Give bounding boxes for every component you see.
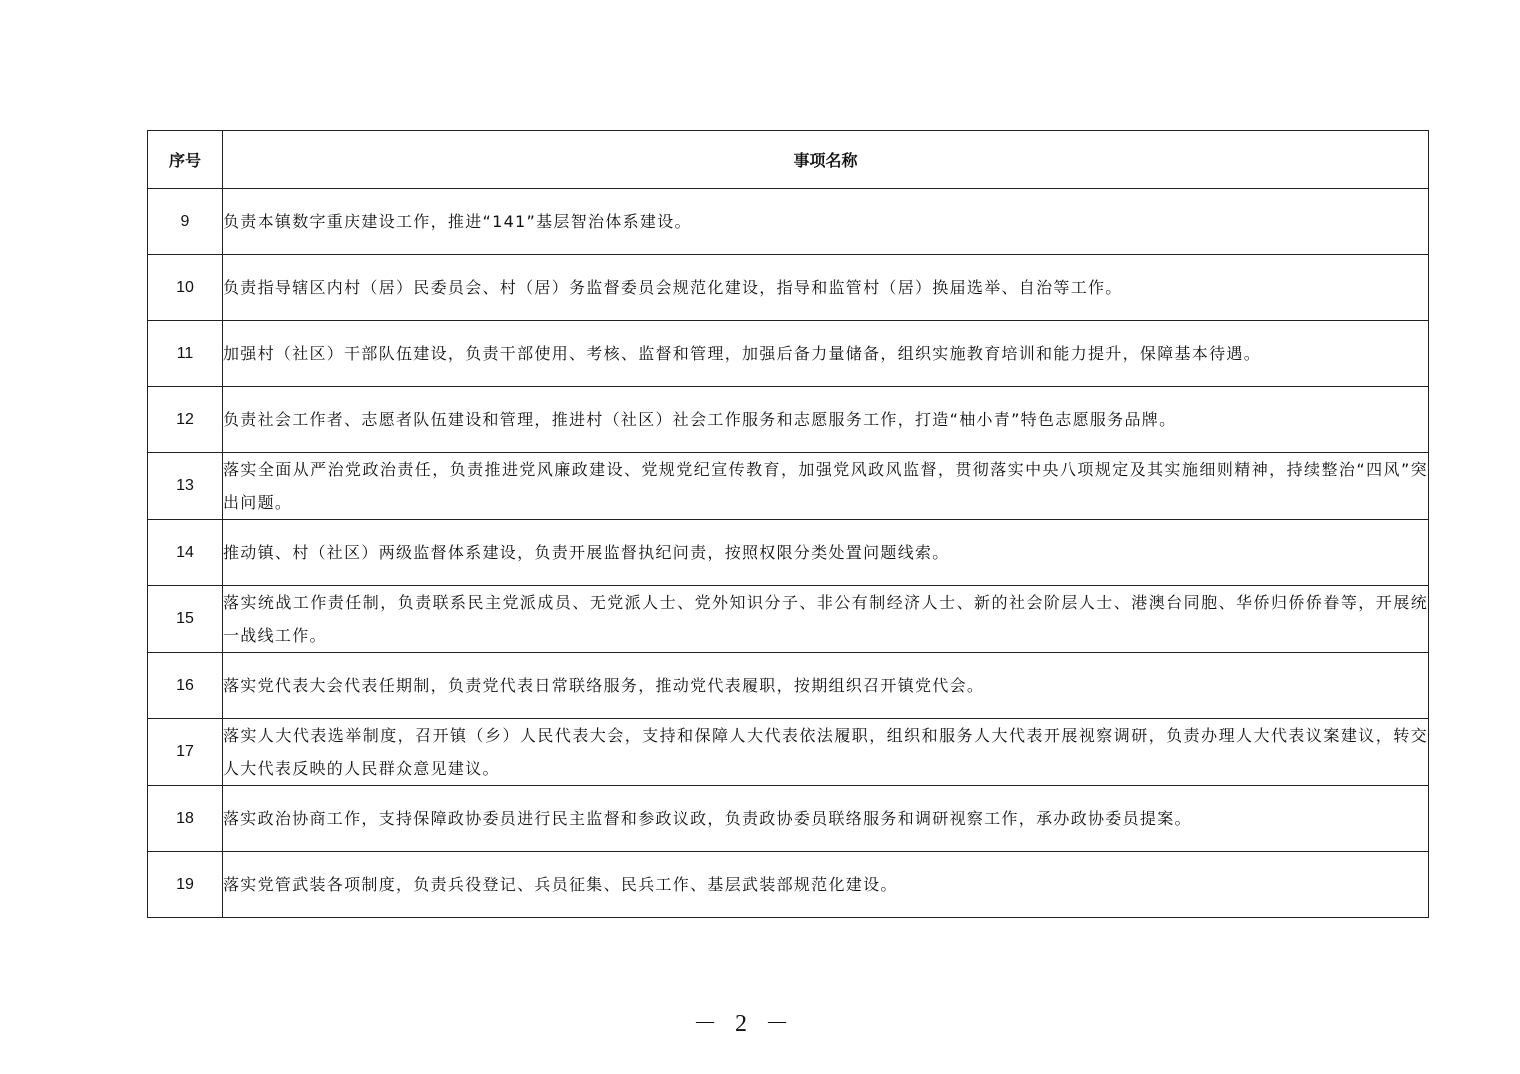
row-number: 11 [148,321,223,387]
table-row [148,786,1429,852]
row-number: 14 [148,520,223,586]
table-row [148,586,1429,653]
table-row [148,520,1429,586]
table-row [148,189,1429,255]
header-serial-number: 序号 [148,131,223,189]
row-number: 10 [148,255,223,321]
row-number: 16 [148,653,223,719]
row-item-name: 落实党代表大会代表任期制，负责党代表日常联络服务，推动党代表履职，按期组织召开镇党代会。 [223,653,1429,719]
row-number: 12 [148,387,223,453]
table-row [148,653,1429,719]
row-item-name: 加强村（社区）干部队伍建设，负责干部使用、考核、监督和管理，加强后备力量储备，组织实施教育培训和能力提升，保障基本待遇。 [223,321,1429,387]
row-item-name: 负责本镇数字重庆建设工作，推进“141”基层智治体系建设。 [223,189,1429,255]
row-number: 15 [148,586,223,653]
table-row [148,255,1429,321]
table-row [148,719,1429,786]
row-item-name: 落实统战工作责任制，负责联系民主党派成员、无党派人士、党外知识分子、非公有制经济人士、新的社会阶层人士、港澳台同胞、华侨归侨侨眷等，开展统一战线工作。 [223,586,1429,653]
row-item-name: 负责社会工作者、志愿者队伍建设和管理，推进村（社区）社会工作服务和志愿服务工作，打造“柚小青”特色志愿服务品牌。 [223,387,1429,453]
table-row [148,453,1429,520]
row-item-name: 落实政治协商工作，支持保障政协委员进行民主监督和参政议政，负责政协委员联络服务和调研视察工作，承办政协委员提案。 [223,786,1429,852]
row-number: 9 [148,189,223,255]
row-item-name: 负责指导辖区内村（居）民委员会、村（居）务监督委员会规范化建设，指导和监管村（居）换届选举、自治等工作。 [223,255,1429,321]
table-row [148,387,1429,453]
header-item-name: 事项名称 [223,131,1429,189]
table-body [148,189,1429,918]
duty-list-table [147,130,1429,918]
table-row [148,852,1429,918]
row-item-name: 落实人大代表选举制度，召开镇（乡）人民代表大会，支持和保障人大代表依法履职，组织和服务人大代表开展视察调研，负责办理人大代表议案建议，转交人大代表反映的人民群众意见建议。 [223,719,1429,786]
row-number: 13 [148,453,223,520]
row-number: 17 [148,719,223,786]
row-number: 19 [148,852,223,918]
row-number: 18 [148,786,223,852]
row-item-name: 推动镇、村（社区）两级监督体系建设，负责开展监督执纪问责，按照权限分类处置问题线索。 [223,520,1429,586]
row-item-name: 落实全面从严治党政治责任，负责推进党风廉政建设、党规党纪宣传教育，加强党风政风监督，贯彻落实中央八项规定及其实施细则精神，持续整治“四风”突出问题。 [223,453,1429,520]
page-number: － 2 － [693,1011,795,1037]
table-header-row [148,131,1429,189]
table-row [148,321,1429,387]
row-item-name: 落实党管武装各项制度，负责兵役登记、兵员征集、民兵工作、基层武装部规范化建设。 [223,852,1429,918]
